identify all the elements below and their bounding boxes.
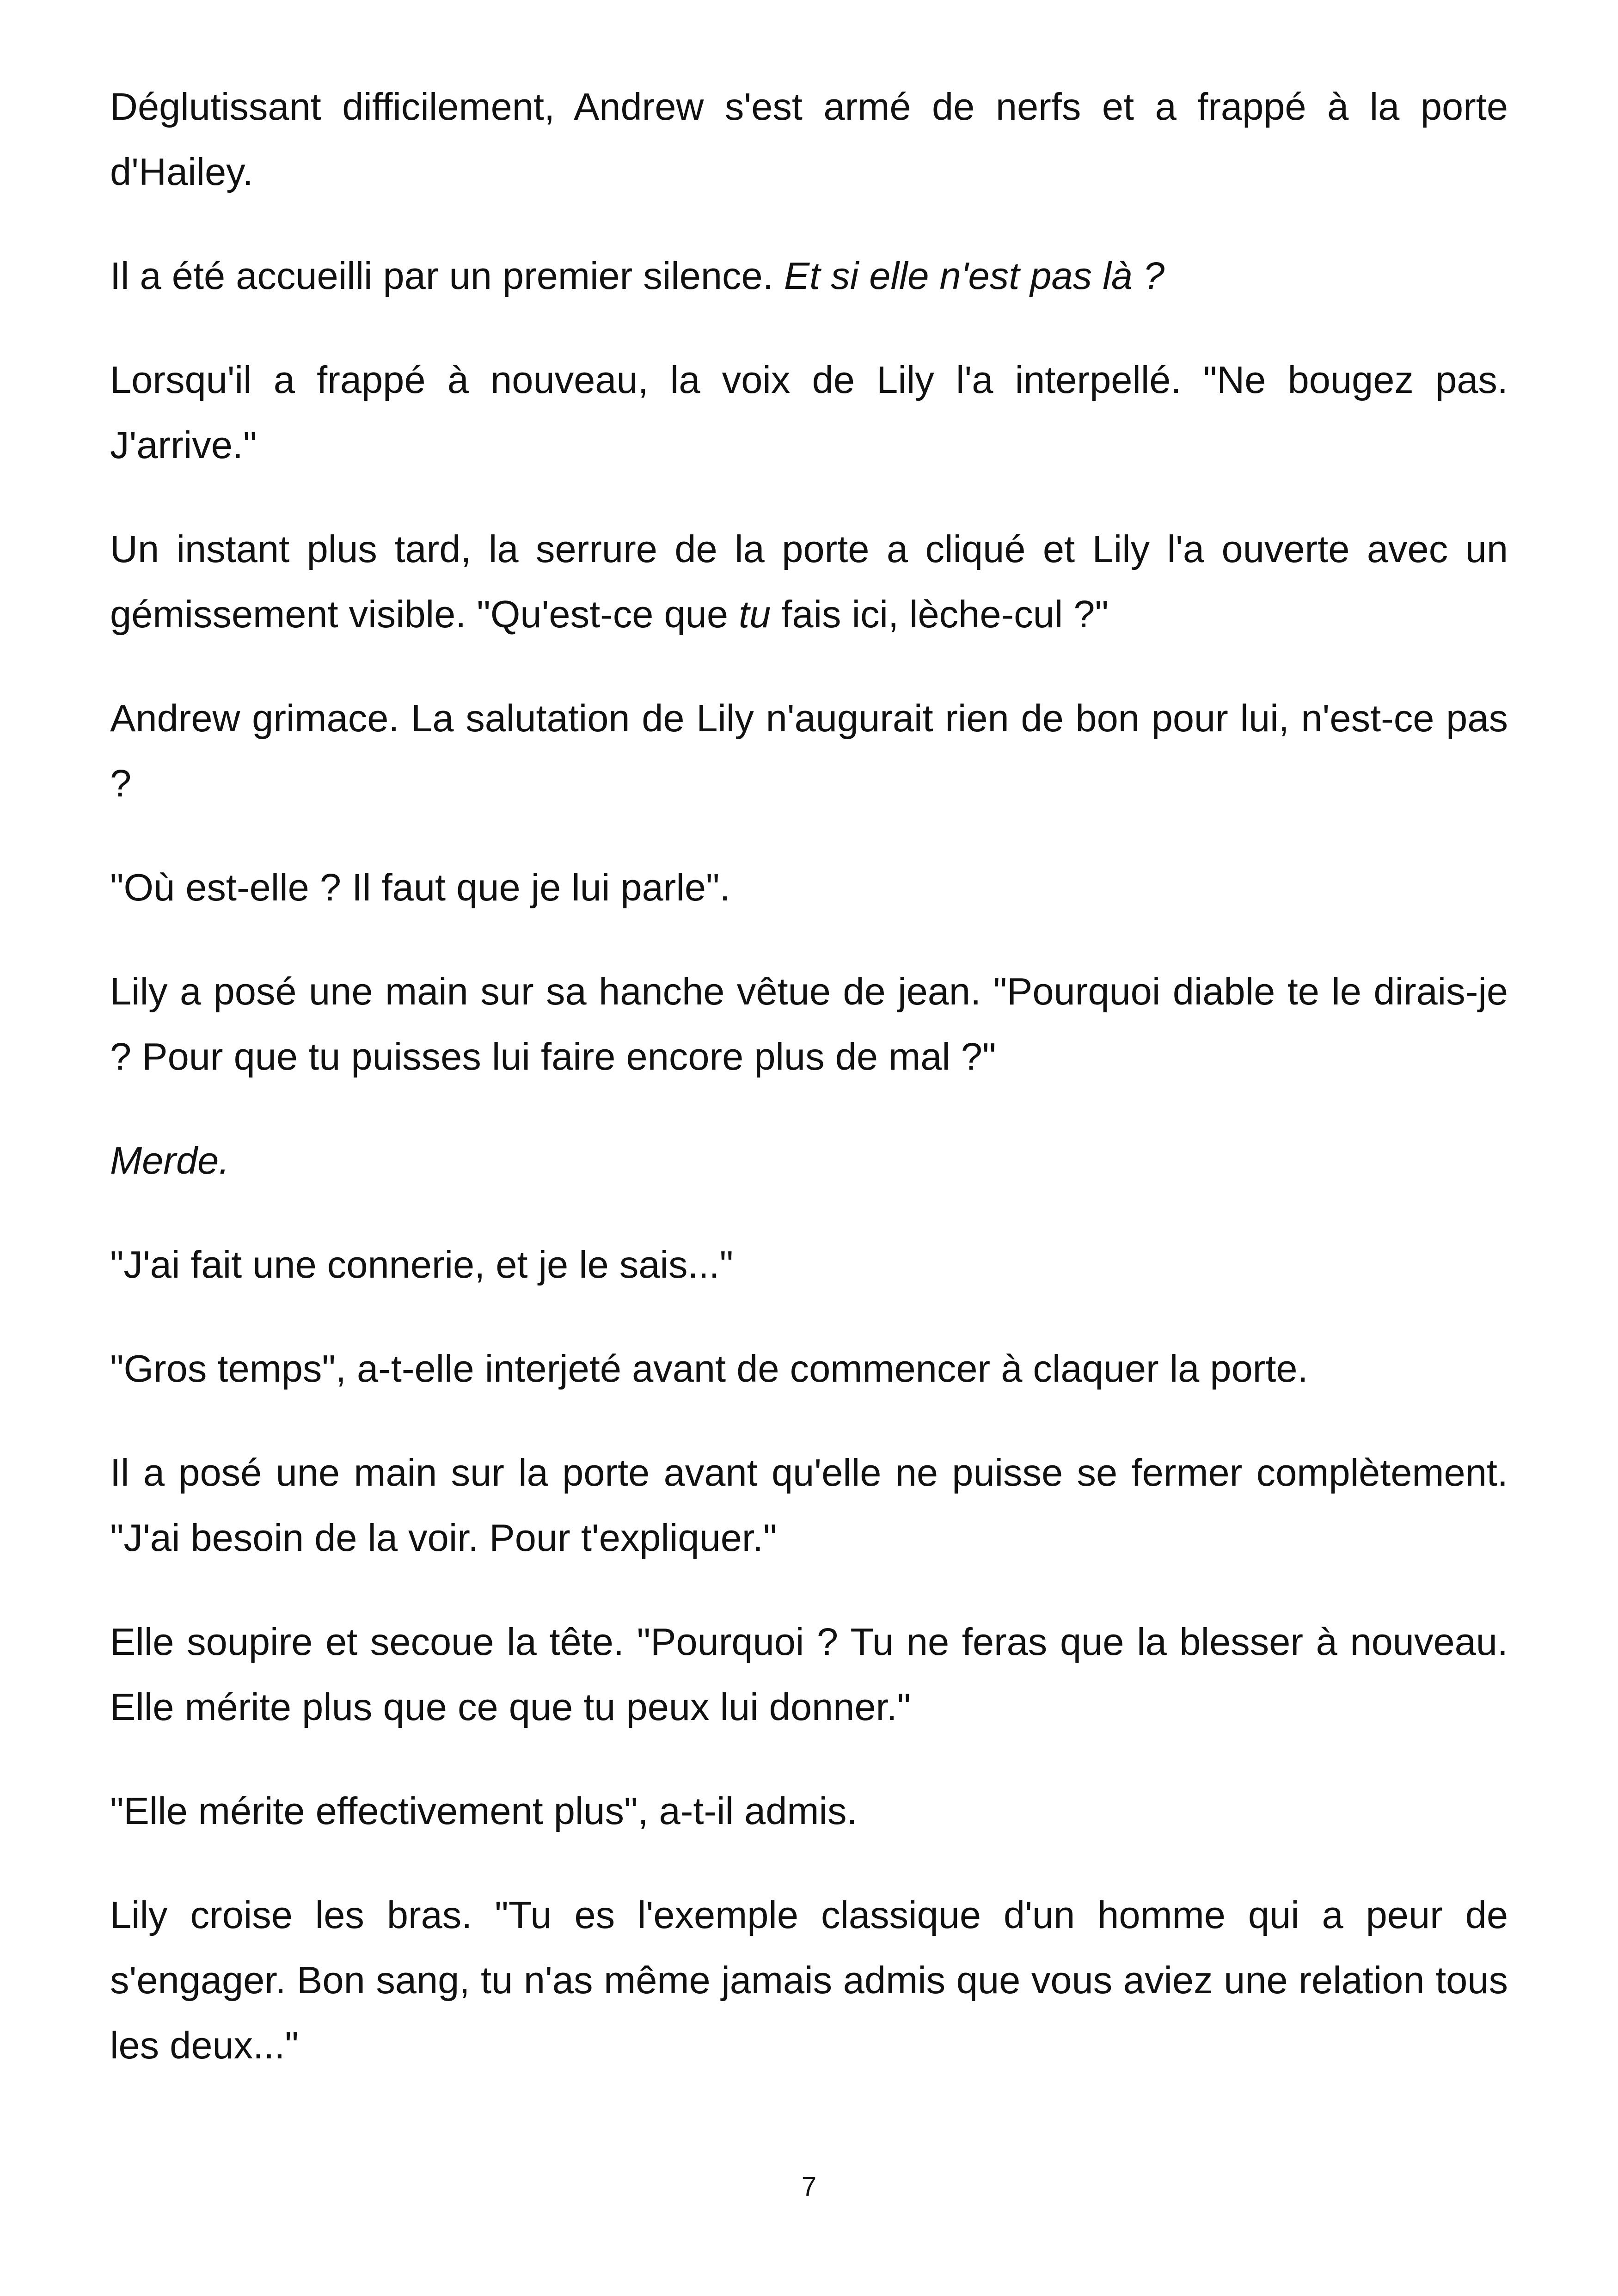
- paragraph-11: Il a posé une main sur la porte avant qu'elle ne puisse se fermer complètement. "J'ai besoin de la voir. Pour t'expliquer.": [110, 1451, 1508, 1559]
- paragraph-8-italic: Merde.: [110, 1139, 230, 1182]
- paragraph-7: Lily a posé une main sur sa hanche vêtue de jean. "Pourquoi diable te le dirais-je ? Pour que tu puisses lui faire encore plus de mal ?": [110, 970, 1508, 1078]
- paragraph-4: [110, 516, 1508, 647]
- paragraph-3: Lorsqu'il a frappé à nouveau, la voix de Lily l'a interpellé. "Ne bougez pas. J'arrive.": [110, 358, 1508, 466]
- paragraph-6: "Où est-elle ? Il faut que je lui parle".: [110, 866, 730, 909]
- paragraph-4-text-end: fais ici, lèche-cul ?": [771, 593, 1109, 636]
- paragraph-4-italic-word: tu: [739, 593, 771, 636]
- paragraph-9: "J'ai fait une connerie, et je le sais...": [110, 1243, 734, 1286]
- paragraph-14: Lily croise les bras. "Tu es l'exemple classique d'un homme qui a peur de s'engager. Bon sang, tu n'as même jamais admis que vous aviez une relation tous les deux...": [110, 1893, 1508, 2067]
- paragraph-2-italic-thought: Et si elle n'est pas là ?: [784, 254, 1165, 297]
- paragraph-12: Elle soupire et secoue la tête. "Pourquoi ? Tu ne feras que la blesser à nouveau. Elle mérite plus que ce que tu peux lui donner.": [110, 1620, 1508, 1728]
- paragraph-2-text: Il a été accueilli par un premier silence.: [110, 254, 784, 297]
- paragraph-5: Andrew grimace. La salutation de Lily n'augurait rien de bon pour lui, n'est-ce pas ?: [110, 697, 1508, 805]
- paragraph-13: "Elle mérite effectivement plus", a-t-il admis.: [110, 1789, 858, 1832]
- paragraph-1: Déglutissant difficilement, Andrew s'est armé de nerfs et a frappé à la porte d'Hailey.: [110, 85, 1508, 193]
- paragraph-2: [110, 243, 1508, 308]
- page-body: [110, 74, 1508, 2117]
- page-number: 7: [801, 2172, 817, 2202]
- paragraph-4-text-start: Un instant plus tard, la serrure de la porte a cliqué et Lily l'a ouverte avec un gémissement visible. "Qu'est-ce que: [110, 527, 1508, 636]
- paragraph-10: "Gros temps", a-t-elle interjeté avant de commencer à claquer la porte.: [110, 1347, 1308, 1390]
